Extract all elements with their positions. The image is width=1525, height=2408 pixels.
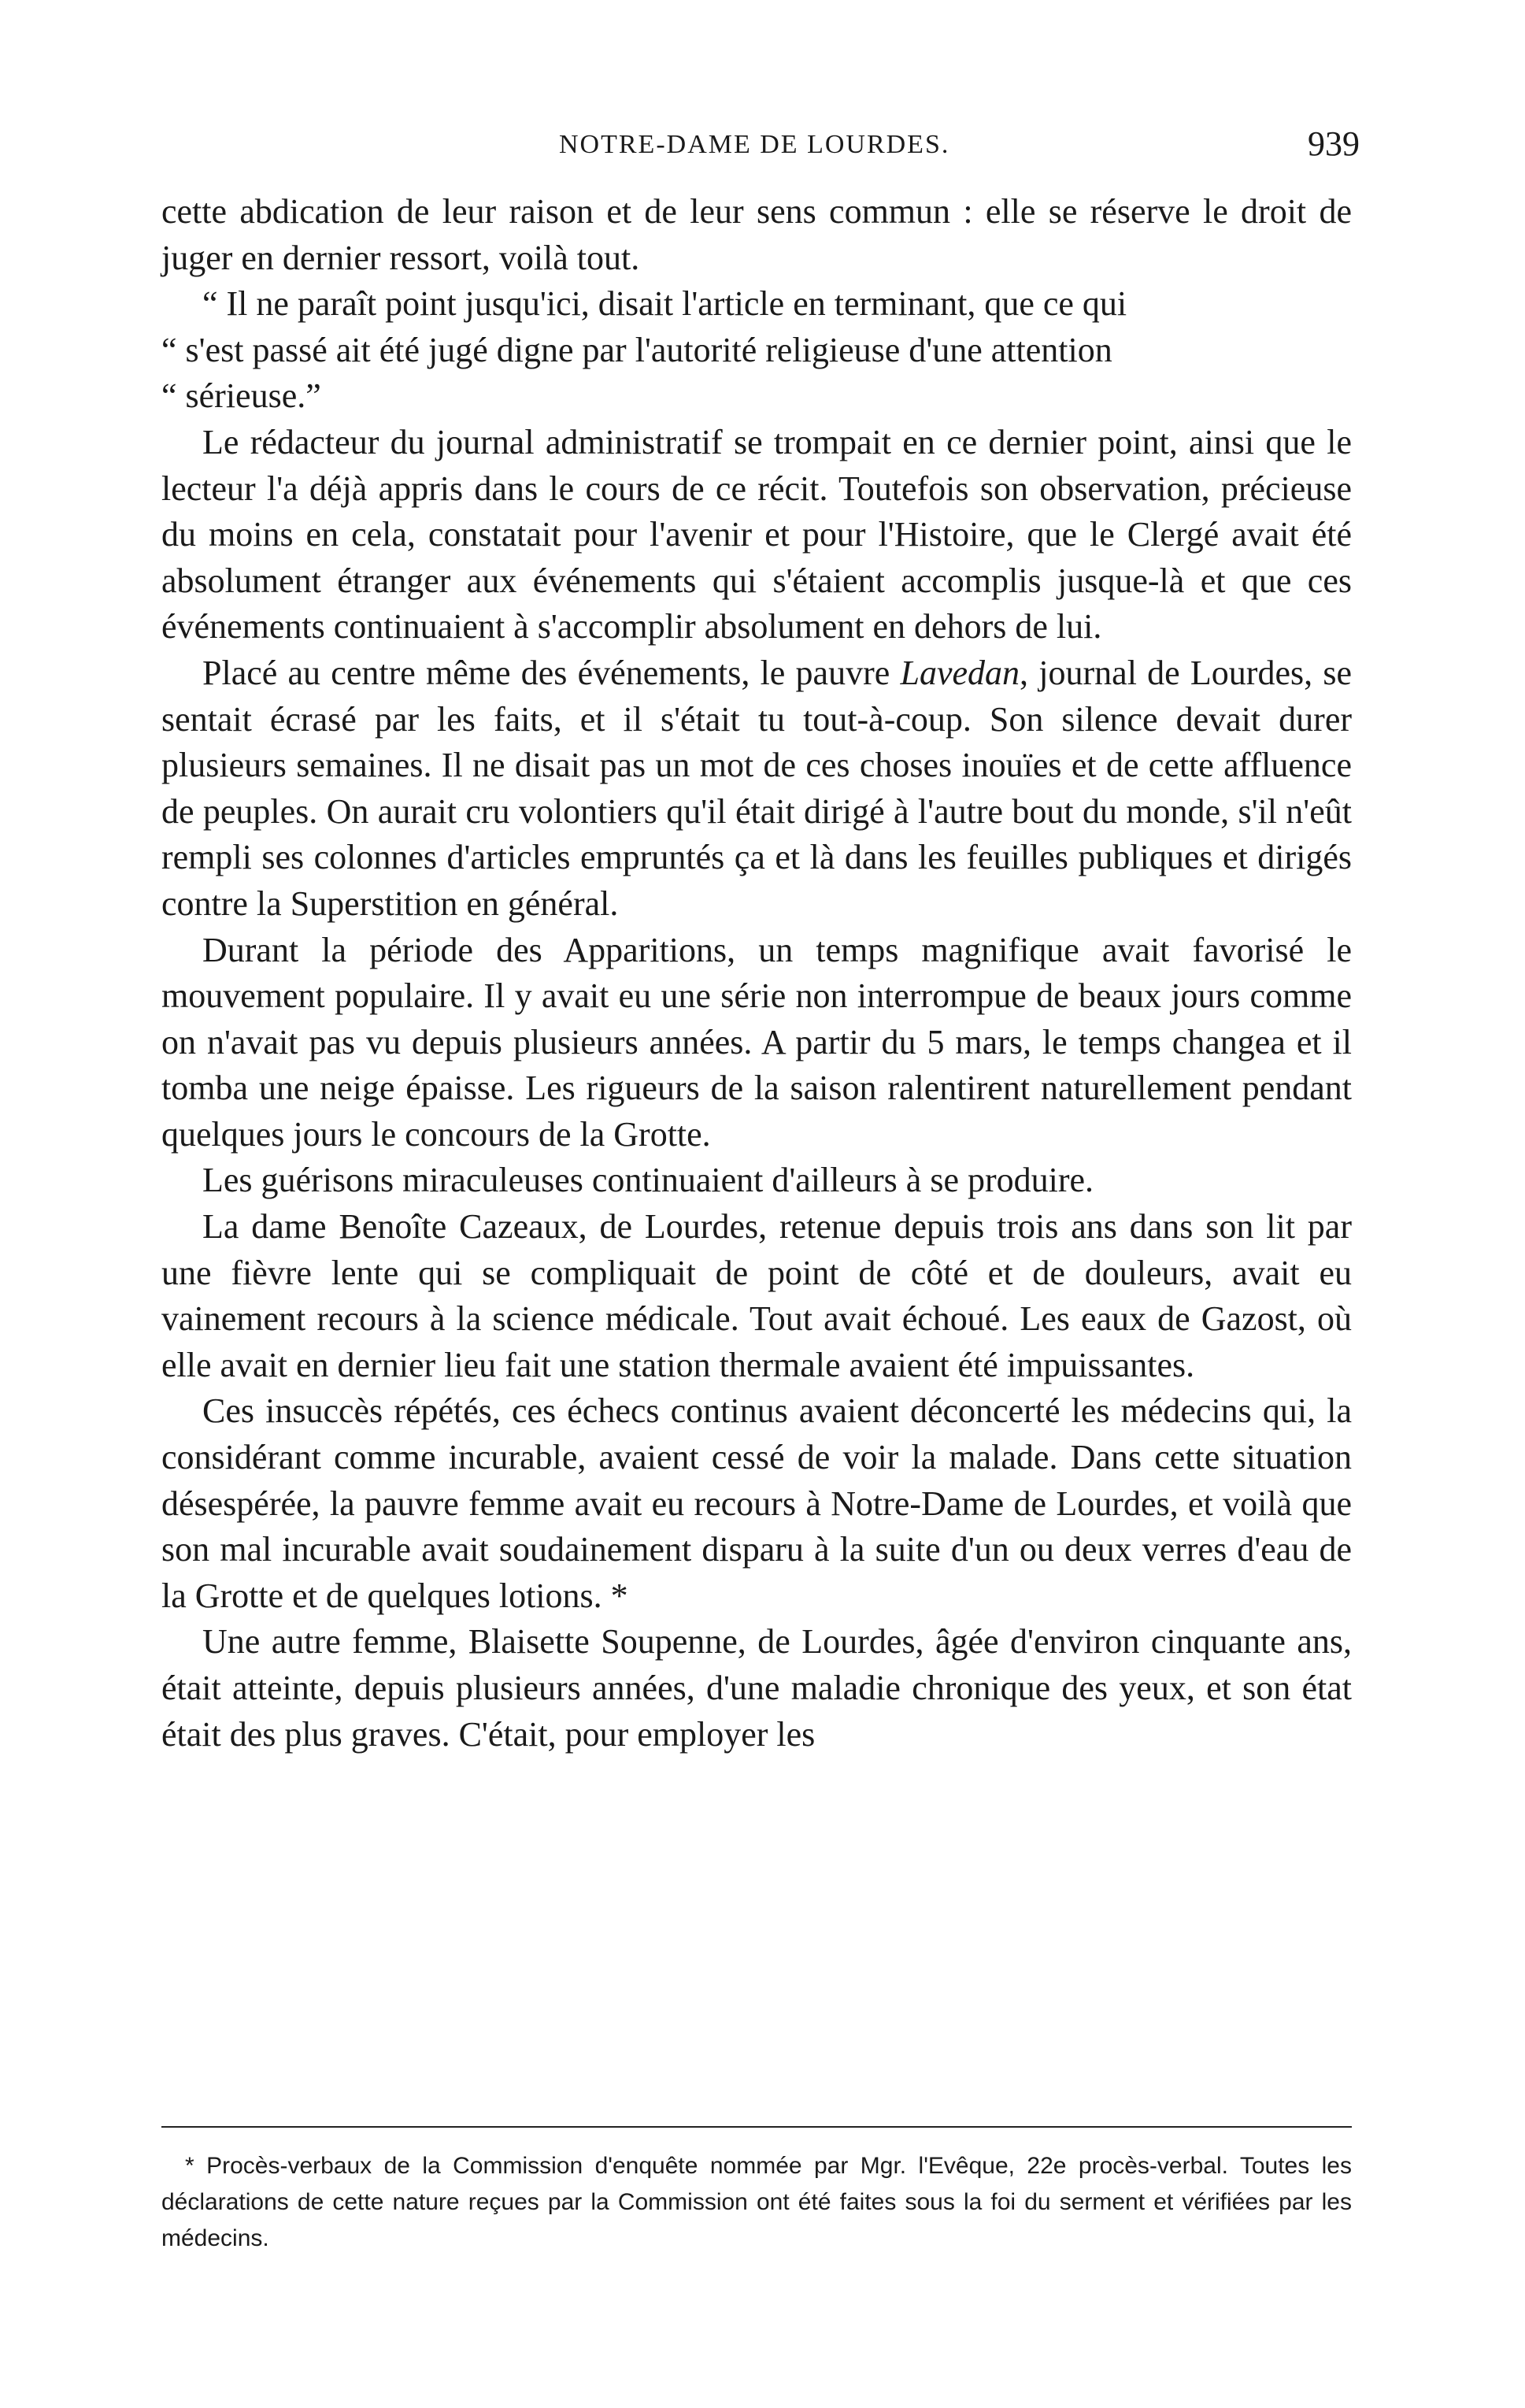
page-header (157, 124, 1360, 177)
paragraph: Le rédacteur du journal administratif se trompait en ce dernier point, ainsi que le lecteur l'a déjà appris dans le cours de ce récit. Toutefois son observation, précieuse du moins en cela, constatait pour l'avenir et pour l'Histoire, que le Clergé avait été absolument étranger aux événements qui s'étaient accomplis jusque-là et que ces événements continuaient à s'accomplir absolument en dehors de lui. (161, 422, 1352, 646)
paragraph: Ces insuccès répétés, ces échecs continus avaient déconcerté les médecins qui, la considérant comme incurable, avaient cessé de voir la malade. Dans cette situation désespérée, la pauvre femme avait eu recours à Notre-Dame de Lourdes, et voilà que son mal incurable avait soudainement disparu à la suite d'un ou deux verres d'eau de la Grotte et de quelques lotions. * (161, 1391, 1352, 1615)
footnote-divider (161, 2126, 1352, 2128)
paragraph: Les guérisons miraculeuses continuaient d'ailleurs à se produire. (202, 1161, 1094, 1200)
quote-line: “ sérieuse.” (161, 376, 321, 416)
quote-line: “ Il ne paraît point jusqu'ici, disait l'article en terminant, que ce qui (202, 284, 1127, 324)
journal-title: Lavedan (900, 653, 1020, 692)
footnotes (161, 2148, 1352, 2257)
paragraph: La dame Benoîte Cazeaux, de Lourdes, retenue depuis trois ans dans son lit par une fièvre lente qui se compliquait de point de côté et de douleurs, avait eu vainement recours à la science médicale. Tout avait échoué. Les eaux de Gazost, où elle avait en dernier lieu fait une station thermale avaient été impuissantes. (161, 1207, 1352, 1384)
body-text (161, 189, 1352, 1758)
paragraph-text: Placé au centre même des événements, le pauvre (202, 653, 901, 692)
running-title: NOTRE-DAME DE LOURDES. (559, 130, 950, 159)
paragraph: Une autre femme, Blaisette Soupenne, de Lourdes, âgée d'environ cinquante ans, était atteinte, depuis plusieurs années, d'une maladie chronique des yeux, et son état était des plus graves. C'était, pour employer les (161, 1622, 1352, 1754)
page-number: 939 (1308, 124, 1360, 163)
quoted-article (161, 281, 1352, 420)
paragraph-continuation: cette abdication de leur raison et de leur sens commun : elle se réserve le droit de juger en dernier ressort, voilà tout. (161, 192, 1352, 277)
paragraph-text: , journal de Lourdes, se sentait écrasé par les faits, et il s'était tu tout-à-coup. Son silence devait durer plusieurs semaines. Il ne disait pas un mot de ces choses inouïes et de cette affluence de peuples. On aurait cru volontiers qu'il était dirigé à l'autre bout du monde, s'il n'eût rempli ses colonnes d'articles empruntés ça et là dans les feuilles publiques et dirigés contre la Superstition en général. (161, 653, 1352, 923)
footnote: * Procès-verbaux de la Commission d'enquête nommée par Mgr. l'Evêque, 22e procès-verbal. Toutes les déclarations de cette nature reçues par la Commission ont été faites sous la foi du serment et vérifiées par les médecins. (161, 2153, 1352, 2251)
paragraph (161, 650, 1352, 928)
quote-line: “ s'est passé ait été jugé digne par l'autorité religieuse d'une attention (161, 330, 1112, 369)
paragraph: Durant la période des Apparitions, un temps magnifique avait favorisé le mouvement populaire. Il y avait eu une série non interrompue de beaux jours comme on n'avait pas vu depuis plusieurs années. A partir du 5 mars, le temps changea et il tomba une neige épaisse. Les rigueurs de la saison ralentirent naturellement pendant quelques jours le concours de la Grotte. (161, 930, 1352, 1154)
